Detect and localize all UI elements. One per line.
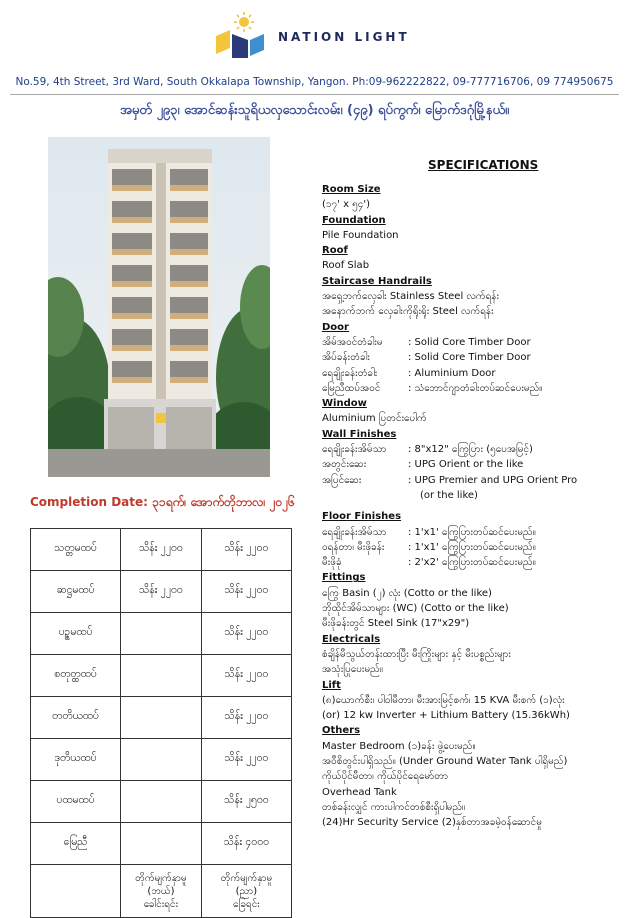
- foundation-value: Pile Foundation: [322, 229, 399, 241]
- floor-finish-value: : 1'x1' ကြွေပြားတပ်ဆင်ပေးမည်။: [408, 526, 536, 538]
- completion-date: Completion Date: ၃၁ရက်၊ အောက်တိုဘာလ၊ ၂၀၂၆: [30, 495, 295, 509]
- door-row: [322, 350, 622, 365]
- door-row: [322, 381, 622, 396]
- specifications-section: [322, 182, 622, 830]
- wall-finishes-heading: Wall Finishes: [322, 428, 397, 440]
- facing-right-line: တိုက်မျက်နှာမူ: [220, 872, 273, 884]
- fittings-heading: Fittings: [322, 572, 366, 584]
- wall-finish-row: [322, 457, 622, 472]
- table-row: [31, 781, 292, 823]
- price-left: သိန်း ၂၂၀၀: [121, 529, 202, 571]
- others-line: (24)Hr Security Service (2)နှစ်တာအခမဲ့ဝန်ဆောင်မှု: [322, 817, 542, 829]
- fittings-line: ဘိုထိုင်အိမ်သာများ (WC) (Cotto or the like): [322, 603, 509, 615]
- wall-finish-label: အတွင်းဆေး: [322, 459, 367, 471]
- table-row: [31, 823, 292, 865]
- door-label: မြေညီထပ်အဝင်: [322, 382, 381, 394]
- facing-right-line: (ညာ): [235, 885, 258, 897]
- others-line: ကိုယ်ပိုင်မီတာ၊ ကိုယ်ပိုင်ရေမော်တာ: [322, 771, 449, 783]
- lift-heading: Lift: [322, 679, 341, 691]
- price-right: သိန်း ၄၀၀၀: [201, 823, 291, 865]
- facing-left-line: တိုက်မျက်နှာမူ: [135, 872, 187, 884]
- price-left: [121, 613, 202, 655]
- others-line: အဝီစိတွင်းပါရှိသည်။ (Under Ground Water Tank ပါရှိမည်): [322, 755, 568, 767]
- door-label: ရေချိုးခန်းတံခါး: [322, 367, 378, 379]
- floor-finish-value: : 2'x2' ကြွေပြားတပ်ဆင်ပေးမည်။: [408, 557, 536, 569]
- price-left: [121, 697, 202, 739]
- price-right: သိန်း ၂၂၀၀: [201, 613, 291, 655]
- electricals-line: စံချိန်မီသွယ်တန်းထားပြီး မီးကြိုးများ နှင့် မီးပစ္စည်းများ: [322, 648, 511, 660]
- wall-finish-value: : UPG Orient or the like: [408, 459, 524, 471]
- door-heading: Door: [322, 321, 349, 333]
- wall-finish-row: [322, 488, 622, 503]
- floor-finishes-heading: Floor Finishes: [322, 511, 402, 523]
- wall-finish-row: [322, 473, 622, 488]
- fittings-line: ကြွေ Basin (၂) လုံး (Cotto or the like): [322, 587, 492, 599]
- price-right: သိန်း ၂၅၀၀: [201, 781, 291, 823]
- floor-name: ပထမထပ်: [31, 781, 121, 823]
- door-label: အိပ်ခန်းတံခါး: [322, 352, 370, 364]
- table-row: [31, 739, 292, 781]
- floor-finish-label: ရေချိုးခန်းအိမ်သာ: [322, 526, 387, 538]
- others-line: တစ်ခန်းလျှင် ကားပါကင်တစ်စီးရှိပါမည်။: [322, 801, 466, 813]
- floor-name: သတ္တမထပ်: [31, 529, 121, 571]
- price-right: သိန်း ၂၂၀၀: [201, 697, 291, 739]
- table-row: [31, 613, 292, 655]
- table-row: [31, 571, 292, 613]
- handrails-line: အရှေ့ဘက်လှေခါး Stainless Steel လက်ရန်း: [322, 291, 500, 303]
- door-label: အိမ်အဝင်တံခါးမ: [322, 336, 383, 348]
- brand-name: NATION LIGHT: [278, 30, 410, 44]
- window-heading: Window: [322, 398, 367, 410]
- price-right: သိန်း ၂၂၀၀: [201, 571, 291, 613]
- floor-finish-value: : 1'x1' ကြွေပြားတပ်ဆင်ပေးမည်။: [408, 541, 536, 553]
- door-row: [322, 335, 622, 350]
- wall-finish-row: [322, 442, 622, 457]
- lift-line: (or) 12 kw Inverter + Lithium Battery (15.36kWh): [322, 710, 570, 722]
- facing-right-line: ခြေရင်း: [233, 898, 260, 910]
- floor-finish-row: [322, 525, 622, 540]
- electricals-line: အသုံးပြုပေးမည်။: [322, 664, 383, 676]
- price-left: [121, 781, 202, 823]
- roof-heading: Roof: [322, 245, 348, 257]
- electricals-heading: Electricals: [322, 633, 381, 645]
- floor-name: တတိယထပ်: [31, 697, 121, 739]
- floor-name: ဆဋ္ဌမထပ်: [31, 571, 121, 613]
- wall-finish-tail: (or the like): [420, 489, 478, 501]
- floor-finish-row: [322, 555, 622, 570]
- handrails-line: အနောက်ဘက် လှေခါးကိုရိုးရိုး Steel လက်ရန်း: [322, 306, 494, 318]
- wall-finish-label: ရေချိုးခန်းအိမ်သာ: [322, 444, 387, 456]
- company-address: No.59, 4th Street, 3rd Ward, South Okkalapa Township, Yangon. Ph:09-962222822, 09-777716706, 09 774950675: [15, 76, 614, 88]
- header-divider: [10, 94, 619, 95]
- facing-left-line: ခေါင်းရင်း: [143, 898, 179, 910]
- floor-finish-label: ဝရန်တာ၊ မီးဖိုခန်း: [322, 541, 385, 553]
- others-line: Overhead Tank: [322, 786, 397, 798]
- others-line: Master Bedroom (၁)ခန်း ဖွဲ့ပေးမည်။: [322, 740, 476, 752]
- floor-name: ပဥ္စမထပ်: [31, 613, 121, 655]
- lift-line: (၈)ယောက်စီး၊ ပါဝါမီတာ၊ မီးအားမြင့်စက်၊ 15 KVA မီးစက် (၁)လုံး: [322, 694, 565, 706]
- fittings-line: မီးဖိုခန်းတွင် Steel Sink (17"x29"): [322, 618, 470, 630]
- building-rendering-image: [48, 137, 270, 477]
- price-right: သိန်း ၂၂၀၀: [201, 655, 291, 697]
- price-left: [121, 739, 202, 781]
- price-left: [121, 823, 202, 865]
- handrails-heading: Staircase Handrails: [322, 275, 432, 287]
- wall-finish-value: : 8"x12" ကြွေပြား (၅ပေအမြင့်): [408, 444, 533, 456]
- specifications-heading: SPECIFICATIONS: [428, 158, 539, 172]
- door-value: : Solid Core Timber Door: [408, 352, 531, 364]
- property-title: အမှတ် ၂၉၃၊ အောင်ဆန်းသူရိယလှသောင်းလမ်း၊ (၄၉) ရပ်ကွက်၊ မြောက်ဒဂုံမြို့နယ်။: [119, 103, 510, 118]
- price-left: [121, 655, 202, 697]
- room-size-value: (၁၇' x ၅၄'): [322, 199, 371, 211]
- others-heading: Others: [322, 725, 361, 737]
- door-row: [322, 366, 622, 381]
- roof-value: Roof Slab: [322, 260, 370, 272]
- door-value: : သံဘောင်ဂျာတံခါးတပ်ဆင်ပေးမည်။: [408, 382, 543, 394]
- table-row: [31, 529, 292, 571]
- table-row: [31, 655, 292, 697]
- room-size-heading: Room Size: [322, 184, 381, 195]
- nation-light-logo: [210, 10, 270, 62]
- door-value: : Solid Core Timber Door: [408, 336, 531, 348]
- floor-name: ဒုတိယထပ်: [31, 739, 121, 781]
- floor-price-table: [30, 528, 292, 918]
- foundation-heading: Foundation: [322, 214, 386, 226]
- wall-finish-value: : UPG Premier and UPG Orient Pro: [408, 474, 578, 486]
- facing-left-line: (ဘယ်): [147, 885, 175, 897]
- window-value: Aluminium ပြတင်းပေါက်: [322, 413, 427, 425]
- price-right: သိန်း ၂၂၀၀: [201, 739, 291, 781]
- floor-name: စတုတ္ထထပ်: [31, 655, 121, 697]
- table-row: [31, 697, 292, 739]
- price-left: သိန်း ၂၂၀၀: [121, 571, 202, 613]
- floor-finish-row: [322, 540, 622, 555]
- floor-name: မြေညီ: [31, 823, 121, 865]
- floor-finish-label: မီးဖိုခုံ: [322, 557, 342, 569]
- price-right: သိန်း ၂၂၀၀: [201, 529, 291, 571]
- wall-finish-label: အပြင်ဆေး: [322, 474, 362, 486]
- door-value: : Aluminium Door: [408, 367, 496, 379]
